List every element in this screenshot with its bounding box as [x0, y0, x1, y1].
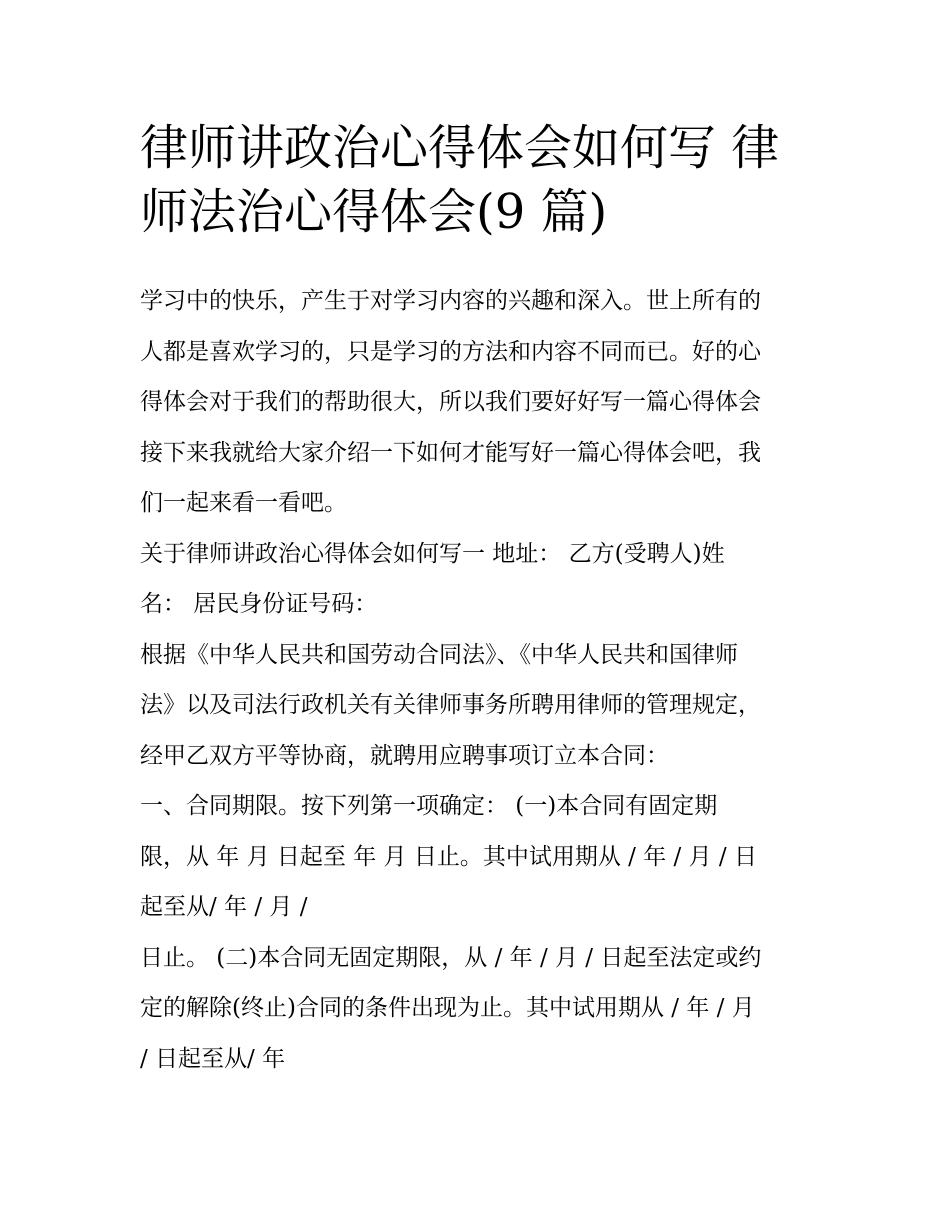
- body-line-15: 定的解除(终止)合同的条件出现为止。其中试用期从 / 年 / 月: [140, 995, 755, 1021]
- body-line-4: 接下来我就给大家介绍一下如何才能写好一篇心得体会吧，我: [140, 439, 761, 466]
- document-body: [140, 276, 812, 1084]
- body-line-10: 经甲乙双方平等协商，就聘用应聘事项订立本合同：: [140, 742, 669, 769]
- body-line-11: 一、合同期限。按下列第一项确定： (一)本合同有固定期: [140, 793, 718, 819]
- body-line-13: 起至从/ 年 / 月 /: [140, 894, 308, 920]
- body-line-3: 得体会对于我们的帮助很大，所以我们要好好写一篇心得体会: [140, 389, 761, 415]
- title-line-2: 师法治心得体会(9 篇): [140, 184, 608, 240]
- body-line-14: 日止。 (二)本合同无固定期限，从 / 年 / 月 / 日起至法定或约: [140, 944, 762, 971]
- body-line-1: 学习中的快乐，产生于对学习内容的兴趣和深入。世上所有的: [140, 288, 761, 314]
- body-line-9: 法》以及司法行政机关有关律师事务所聘用律师的管理规定，: [140, 692, 761, 718]
- body-line-6: 关于律师讲政治心得体会如何写一 地址： 乙方(受聘人)姓: [140, 540, 725, 567]
- body-line-8: 根据《中华人民共和国劳动合同法》、《中华人民共和国律师: [140, 641, 738, 668]
- body-line-7: 名： 居民身份证号码：: [140, 591, 378, 617]
- document-title: [140, 116, 812, 244]
- title-line-1: 律师讲政治心得体会如何写 律: [140, 120, 780, 176]
- body-line-5: 们一起来看一看吧。: [140, 490, 347, 516]
- body-line-2: 人都是喜欢学习的，只是学习的方法和内容不同而已。好的心: [140, 338, 761, 365]
- body-line-12: 限，从 年 月 日起至 年 月 日止。其中试用期从 / 年 / 月 / 日: [140, 843, 757, 870]
- body-line-16: / 日起至从/ 年: [140, 1045, 286, 1072]
